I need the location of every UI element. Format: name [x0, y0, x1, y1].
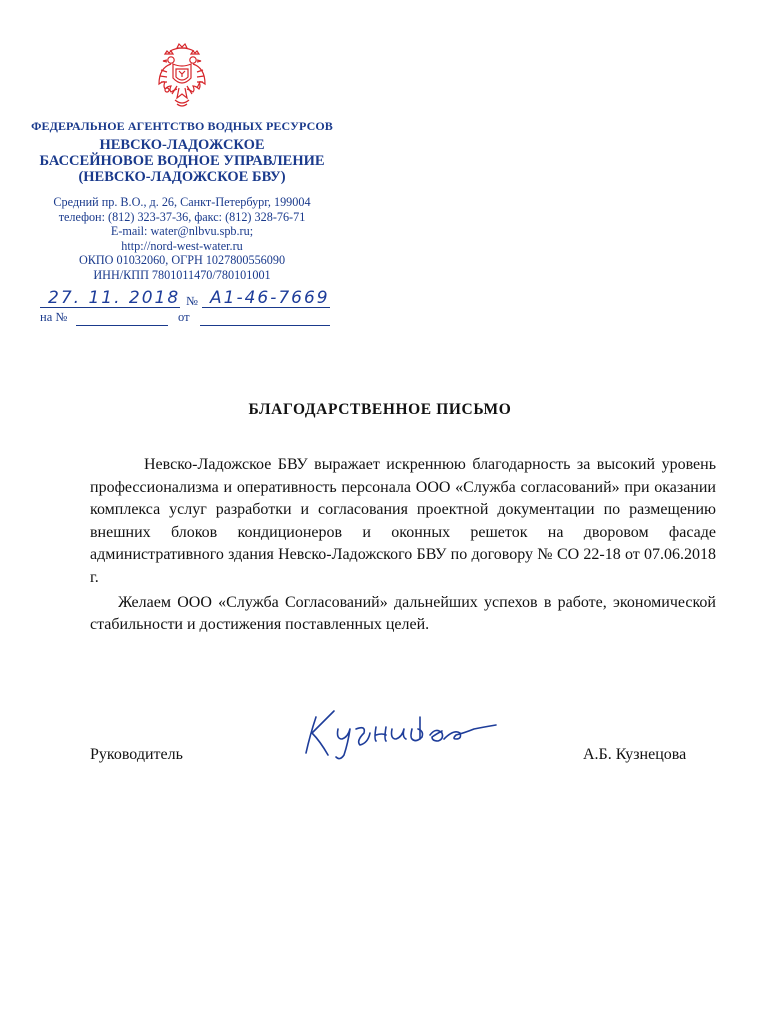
outgoing-date: 27. 11. 2018: [48, 288, 181, 308]
russian-coat-of-arms-icon: [157, 42, 207, 110]
signer-name: А.Б. Кузнецова: [583, 746, 687, 763]
letter-title: БЛАГОДАРСТВЕННОЕ ПИСЬМО: [248, 401, 512, 418]
email: E-mail: water@nlbvu.spb.ru;: [110, 224, 254, 239]
handwritten-signature: [294, 703, 504, 765]
registration-block: [40, 288, 340, 334]
agency-name: ФЕДЕРАЛЬНОЕ АГЕНТСТВО ВОДНЫХ РЕСУРСОВ: [31, 119, 333, 133]
signer-position: Руководитель: [90, 746, 183, 763]
organization-contacts: [24, 195, 340, 283]
address: Средний пр. В.О., д. 26, Санкт-Петербург, 199004: [53, 195, 311, 209]
letter-paragraph: Невско-Ладожское БВУ выражает искреннюю благодарность за высокий уровень профессионализма и оперативность персонала ООО «Служба согласований» при оказании комплекса услуг разработки и согласования проектной документации по размещению внешних блоков кондиционеров и оконных решеток на дворовом фасаде административного здания Невско-Ладожского БВУ по договору № СО 22-18 от 07.06.2018 г.: [90, 456, 716, 586]
outgoing-number: А1-46-7669: [210, 288, 330, 308]
letter-body: [90, 454, 716, 637]
outgoing-number-label: №: [186, 294, 198, 308]
letterhead: [24, 118, 340, 283]
reply-date-label: от: [178, 310, 190, 324]
organization-name: НЕВСКО-ЛАДОЖСКОЕ БАССЕЙНОВОЕ ВОДНОЕ УПРАВЛЕНИЕ (НЕВСКО-ЛАДОЖСКОЕ БВУ): [39, 137, 325, 185]
okpo-ogrn: ОКПО 01032060, ОГРН 1027800556090: [78, 253, 286, 268]
phone-fax: телефон: (812) 323-37-36, факс: (812) 328-76-71: [58, 209, 306, 224]
inn-kpp: ИНН/КПП 7801011470/780101001: [93, 267, 271, 282]
reply-to-label: на №: [40, 310, 68, 324]
letter-paragraph: Желаем ООО «Служба Согласований» дальнейших успехов в работе, экономической стабильности и достижения поставленных целей.: [90, 593, 716, 634]
website: http://nord-west-water.ru: [121, 238, 243, 253]
